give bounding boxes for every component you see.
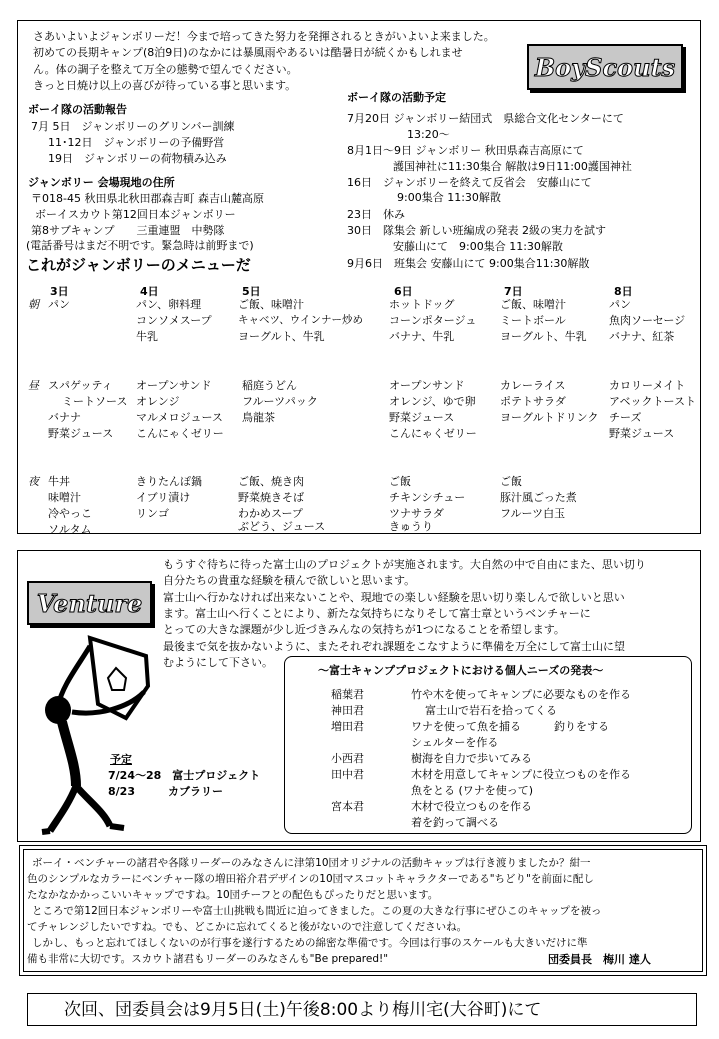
menu-item: オープンサンド (136, 379, 212, 392)
menu-item: ホットドッグ (389, 298, 455, 311)
message-line: 備も非常に大切です。スカウト諸君もリーダーのみなさんも"Be prepared!" (27, 953, 389, 965)
venture-intro-line: もうすぐ待ちに待った富士山のプロジェクトが実施されます。大自然の中で自由にまた、思い切り (163, 558, 646, 571)
menu-item: 野菜ジュース (389, 411, 455, 424)
boyscouts-logo: BoyScouts (527, 44, 683, 90)
venture-intro-line: ます。富士山へ行くことにより、新たな気持ちになりそして富士章というベンチャーに (163, 607, 591, 620)
needs-item: シェルターを作る (411, 736, 499, 749)
menu-item: パン、卵料理 (136, 298, 202, 311)
address-line: ボーイスカウト第12回日本ジャンボリー (35, 208, 236, 221)
needs-name: 稲葉君 (331, 688, 364, 701)
menu-item: ミートソース (62, 395, 128, 408)
menu-item: 鳥龍茶 (242, 411, 275, 424)
footer-notice: 次回、団委員会は9月5日(土)午後8:00より梅川宅(大谷町)にて (64, 1000, 542, 1020)
menu-item: パン (48, 298, 70, 311)
menu-item: きゅうり (389, 520, 433, 533)
menu-item: フルーツパック (242, 395, 318, 408)
menu-item: ご飯、味噌汁 (238, 298, 304, 311)
report-item: 7月 5日 ジャンボリーのグリンバー訓練 (31, 120, 235, 133)
venture-intro-line: 富士山へ行かなければ出来ないことや、現地での楽しい経験を思い切り楽しんで欲しいと思い (163, 591, 625, 604)
menu-item: チーズ (609, 411, 642, 424)
needs-item: 木材で役立つものを作る (411, 800, 532, 813)
day-header: 6日 (394, 285, 413, 298)
venture-intro-line: むようにして下さい。 (163, 656, 273, 669)
needs-item: 竹や木を使ってキャンプに必要なものを作る (411, 688, 631, 701)
message-line: ところで第12回日本ジャンボリーや富士山挑戦も間近に迫ってきました。この夏の大きな行事にぜひこのキャップを被っ (32, 905, 602, 917)
intro-line: きっと日焼け以上の喜びが待っている事と思います。 (33, 79, 297, 92)
needs-title: ～富士キャンププロジェクトにおける個人ニーズの発表～ (318, 664, 604, 677)
menu-item: ヨーグルト、牛乳 (238, 330, 325, 343)
report-item: 11･12日 ジャンボリーの予備野営 (48, 136, 225, 149)
venture-logo: Venture (27, 581, 152, 625)
day-header: 3日 (50, 285, 69, 298)
schedule-line: 30日 隊集会 新しい班編成の発表 2級の実力を試す (347, 224, 606, 237)
plan-line: 7/24～28 富士プロジェクト (108, 769, 261, 782)
meal-label: 昼 (28, 379, 39, 392)
needs-name: 神田君 (331, 704, 364, 717)
menu-item: ツナサラダ (389, 507, 444, 520)
menu-item: ご飯、焼き肉 (238, 475, 304, 488)
menu-item: ポテトサラダ (500, 395, 566, 408)
menu-item: 野菜ジュース (609, 427, 675, 440)
needs-item: 樹海を自力で歩いてみる (411, 752, 532, 765)
menu-item: わかめスープ (238, 507, 303, 520)
scout-figure-illustration (28, 626, 178, 836)
menu-item: 牛乳 (136, 330, 158, 343)
menu-item: ご飯 (389, 475, 411, 488)
day-header: 7日 (504, 285, 523, 298)
day-header: 5日 (242, 285, 261, 298)
menu-item: ぶどう、ジュース (238, 520, 326, 533)
menu-item: リンゴ (136, 507, 169, 520)
menu-item: 稲庭うどん (242, 379, 297, 392)
needs-item: 魚をとる (ワナを使って) (411, 784, 534, 797)
menu-item: 魚肉ソーセージ (609, 314, 686, 327)
message-line: ボーイ・ベンチャーの諸君や各隊リーダーのみなさんに津第10団オリジナルの活動キャップは行き渡りましたか？紺一 (32, 857, 591, 869)
intro-line: さあいよいよジャンボリーだ！今まで培ってきた努力を発揮されるときがいよいよ来ました。 (33, 30, 495, 43)
menu-item: ご飯 (500, 475, 522, 488)
needs-item: 木材を用意してキャンプに役立つものを作る (411, 768, 631, 781)
menu-item: こんにゃくゼリー (389, 427, 477, 440)
menu-item: マルメロジュース (136, 411, 223, 424)
menu-item: オレンジ、ゆで卵 (389, 395, 476, 408)
menu-item: カレーライス (500, 379, 566, 392)
menu-item: コンソメスープ (136, 314, 212, 327)
message-line: てチャレンジしたいですね。でも、どこかに忘れてくると後がないので注意してくださいね。 (27, 921, 468, 933)
menu-item: スパゲッティ (48, 379, 113, 392)
schedule-line: 9月6日 班集会 安藤山にて 9:00集合11:30解散 (347, 257, 590, 270)
menu-item: 味噌汁 (48, 491, 81, 504)
address-line: 〒018-45 秋田県北秋田郡森吉町 森吉山麓高原 (31, 192, 264, 205)
plan-line: 8/23 カブラリー (108, 785, 223, 798)
menu-title: これがジャンボリーのメニューだ (26, 256, 251, 274)
menu-item: フルーツ白玉 (500, 507, 566, 520)
menu-item: きりたんぽ鍋 (136, 475, 202, 488)
schedule-line: 8月1日～9日 ジャンボリー 秋田県森吉高原にて (347, 144, 584, 157)
message-line: たなかなかかっこいいキャップですね。10団チーフとの配色もぴったりだと思います。 (27, 889, 439, 901)
menu-item: バナナ、牛乳 (389, 330, 455, 343)
report-item: 19日 ジャンボリーの荷物積み込み (48, 152, 227, 165)
menu-item: 牛丼 (48, 475, 70, 488)
schedule-line: 9:00集合 11:30解散 (397, 191, 501, 204)
menu-item: ソルタム (48, 523, 92, 536)
intro-line: ん。体の調子を整えて万全の態勢で望んでください。 (33, 63, 298, 76)
schedule-line: 23日 休み (347, 208, 405, 221)
meal-label: 夜 (28, 475, 39, 488)
menu-item: 冷やっこ (48, 507, 92, 520)
needs-item: 着を釣って調べる (411, 816, 499, 829)
report-title: ボーイ隊の活動報告 (28, 103, 127, 116)
menu-item: ヨーグルトドリンク (500, 411, 599, 424)
menu-item: パン (609, 298, 631, 311)
needs-name: 増田君 (331, 720, 364, 733)
address-line: 第8サブキャンプ 三重連盟 中勢隊 (31, 224, 225, 237)
venture-intro-line: とっての大きな課題が少し近づきみんなの気持ちが1つになることを希望します。 (163, 623, 565, 636)
needs-name: 田中君 (331, 768, 364, 781)
schedule-title: ボーイ隊の活動予定 (347, 91, 446, 104)
needs-name: 宮本君 (331, 800, 364, 813)
menu-item: コーンポタージュ (389, 314, 477, 327)
address-title: ジャンボリー 会場現地の住所 (28, 176, 175, 189)
menu-item: アベックトースト (609, 395, 697, 408)
menu-item: 野菜焼きそば (238, 491, 304, 504)
menu-item: バナナ (48, 411, 81, 424)
message-signature: 団委員長 梅川 達人 (548, 953, 651, 966)
plan-title: 予定 (110, 753, 132, 766)
menu-item: ヨーグルト、牛乳 (500, 330, 587, 343)
menu-item: オレンジ (136, 395, 180, 408)
schedule-line: 7月20日 ジャンボリー結団式 県総合文化センターにて (347, 112, 624, 125)
needs-item: ワナを使って魚を捕る 釣りをする (411, 720, 609, 733)
meal-label: 朝 (28, 298, 39, 311)
menu-item: カロリーメイト (609, 379, 686, 392)
menu-item: チキンシチュー (389, 491, 466, 504)
intro-line: 初めての長期キャンプ(8泊9日)のなかには暴風雨やあるいは酷暑日が続くかもしれませ (33, 46, 463, 59)
menu-item: ミートボール (500, 314, 566, 327)
menu-item: ご飯、味噌汁 (500, 298, 566, 311)
needs-name: 小西君 (331, 752, 364, 765)
venture-intro-line: 最後まで気を抜かないように、またそれぞれ課題をこなすように準備を万全にして富士山に望 (163, 640, 625, 653)
address-line: (電話番号はまだ不明です。緊急時は前野まで) (26, 239, 254, 252)
menu-item: キャベツ、ウインナー炒め (238, 314, 363, 326)
needs-item: 富士山で岩石を拾ってくる (425, 704, 557, 717)
schedule-line: 護国神社に11:30集合 解散は9日11:00護国神社 (393, 160, 632, 173)
menu-item: 豚汁風ごった煮 (500, 491, 577, 504)
schedule-line: 13:20～ (407, 128, 450, 141)
message-line: しかし、もっと忘れてほしくないのが行事を遂行するための綿密な準備です。今回は行事のスケールも大きいだけに準 (32, 937, 588, 949)
day-header: 8日 (614, 285, 633, 298)
menu-item: イブリ漬け (136, 491, 191, 504)
message-line: 色のシンプルなカラーにベンチャー隊の増田裕介君デザインの10団マスコットキャラクターである"ちどり"を前面に配し (27, 873, 594, 885)
schedule-line: 16日 ジャンボリーを終えて反省会 安藤山にて (347, 176, 592, 189)
schedule-line: 安藤山にて 9:00集合 11:30解散 (393, 240, 563, 253)
menu-item: バナナ、紅茶 (609, 330, 675, 343)
menu-item: オープンサンド (389, 379, 465, 392)
day-header: 4日 (140, 285, 159, 298)
venture-intro-line: 自分たちの貴重な経験を積んで欲しいと思います。 (163, 574, 416, 587)
menu-item: こんにゃくゼリー (136, 427, 224, 440)
menu-item: 野菜ジュース (48, 427, 114, 440)
